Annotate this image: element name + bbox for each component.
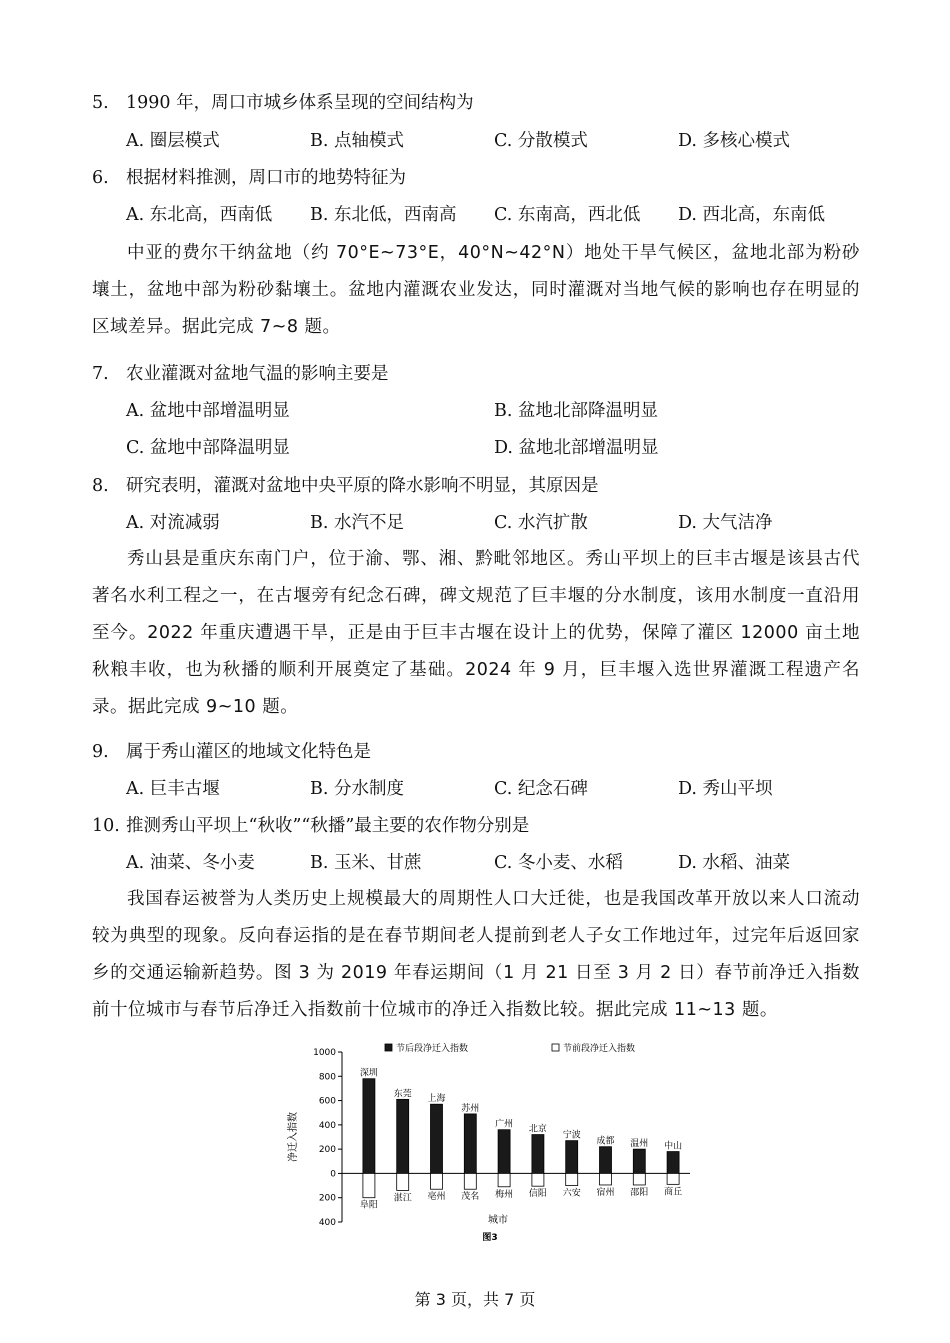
option-d: D. 大气洁净 bbox=[678, 513, 773, 533]
bar-label-after: 北京 bbox=[528, 1124, 547, 1135]
bar-before bbox=[363, 1173, 375, 1197]
bar-label-before: 亳州 bbox=[427, 1192, 446, 1203]
bar-before bbox=[566, 1173, 578, 1185]
option-a: A. 油菜、冬小麦 bbox=[126, 853, 255, 873]
question-number: 7. bbox=[92, 364, 109, 384]
bar-after bbox=[431, 1104, 443, 1173]
option-d: D. 西北高，东南低 bbox=[678, 205, 826, 225]
bar-after bbox=[363, 1079, 375, 1174]
question-stem: 农业灌溉对盆地气温的影响主要是 bbox=[126, 364, 389, 384]
bar-after bbox=[600, 1147, 612, 1174]
option-c: C. 冬小麦、水稻 bbox=[494, 853, 623, 873]
bar-before bbox=[600, 1173, 612, 1185]
bar-label-after: 中山 bbox=[664, 1141, 683, 1152]
question-stem: 1990 年，周口市城乡体系呈现的空间结构为 bbox=[126, 93, 474, 113]
option-a: A. 巨丰古堰 bbox=[126, 779, 220, 799]
bar-after bbox=[464, 1114, 476, 1174]
bar-before bbox=[532, 1173, 544, 1186]
legend-swatch-after bbox=[385, 1044, 392, 1051]
bar-after bbox=[566, 1141, 578, 1174]
option-b: B. 盆地北部降温明显 bbox=[494, 401, 658, 421]
passage-xiushan: 秀山县是重庆东南门户，位于渝、鄂、湘、黔毗邻地区。秀山平坝上的巨丰古堰是该县古代著名水利工程之一，在古堰旁有纪念石碑，碑文规范了巨丰堰的分水制度，该用水制度一直沿用至今。2022 年重庆遭遇干旱，正是由于巨丰古堰在设计上的优势，保障了灌区 12000 亩土地秋粮丰收，也为秋播的顺利开展奠定了基础。2024 年 9 月，巨丰堰入选世界灌溉工程遗产名录。据此完成 9~10 题。 bbox=[92, 549, 860, 717]
question-number: 5. bbox=[92, 93, 109, 113]
bar-after bbox=[667, 1152, 679, 1174]
bar-before bbox=[498, 1173, 510, 1186]
bar-label-before: 阜阳 bbox=[359, 1200, 378, 1211]
y-tick-label: 800 bbox=[318, 1072, 336, 1083]
bar-label-before: 宿州 bbox=[596, 1187, 615, 1198]
option-b: B. 玉米、甘蔗 bbox=[310, 853, 422, 873]
bar-after bbox=[498, 1130, 510, 1174]
legend-label-after: 节后段净迁入指数 bbox=[396, 1044, 469, 1054]
option-a: A. 圈层模式 bbox=[126, 131, 220, 151]
bar-label-before: 六安 bbox=[562, 1188, 581, 1199]
bar-before bbox=[397, 1173, 409, 1190]
bar-before bbox=[667, 1173, 679, 1184]
y-tick-label: 400 bbox=[318, 1120, 336, 1131]
y-tick-label: 0 bbox=[330, 1169, 336, 1180]
question-10 bbox=[92, 815, 529, 837]
bar-label-before: 湛江 bbox=[393, 1193, 412, 1204]
migration-index-chart bbox=[290, 1040, 710, 1245]
question-number: 10. bbox=[92, 816, 120, 836]
question-number: 8. bbox=[92, 476, 109, 496]
bar-label-after: 苏州 bbox=[461, 1103, 480, 1114]
option-c: C. 东南高，西北低 bbox=[494, 205, 641, 225]
bar-label-before: 梅州 bbox=[495, 1189, 514, 1200]
y-tick-label: 400 bbox=[318, 1218, 336, 1228]
question-stem: 研究表明，灌溉对盆地中央平原的降水影响不明显，其原因是 bbox=[126, 476, 599, 496]
bar-label-before: 商丘 bbox=[664, 1187, 683, 1198]
bar-label-before: 茂名 bbox=[461, 1192, 480, 1203]
y-tick-label: 600 bbox=[318, 1096, 336, 1107]
option-b: B. 水汽不足 bbox=[310, 513, 404, 533]
passage-ferghana: 中亚的费尔干纳盆地（约 70°E~73°E，40°N~42°N）地处干旱气候区，盆地北部为粉砂壤土，盆地中部为粉砂黏壤土。盆地内灌溉农业发达，同时灌溉对当地气候的影响也存在明显的区域差异。据此完成 7~8 题。 bbox=[92, 243, 860, 337]
y-axis-label: 净迁入指数 bbox=[288, 1112, 299, 1162]
option-a: A. 对流减弱 bbox=[126, 513, 220, 533]
option-a: A. 盆地中部增温明显 bbox=[126, 401, 290, 421]
option-c: C. 分散模式 bbox=[494, 131, 588, 151]
passage-spring-migration: 我国春运被誉为人类历史上规模最大的周期性人口大迁徙，也是我国改革开放以来人口流动较为典型的现象。反向春运指的是在春节期间老人提前到老人子女工作地过年，过完年后返回家乡的交通运输新趋势。图 3 为 2019 年春运期间（1 月 21 日至 3 月 2 日）春节前净迁入指数前十位城市与春节后净迁入指数前十位城市的净迁入指数比较。据此完成 11~13 题。 bbox=[92, 889, 860, 1020]
bar-after bbox=[633, 1149, 645, 1173]
bar-label-after: 东莞 bbox=[393, 1089, 412, 1100]
question-6 bbox=[92, 167, 406, 189]
legend-swatch-before bbox=[552, 1044, 559, 1051]
bar-before bbox=[464, 1173, 476, 1189]
question-7 bbox=[92, 363, 389, 385]
bar-label-after: 广州 bbox=[495, 1119, 514, 1130]
x-axis-label: 城市 bbox=[488, 1215, 508, 1226]
option-b: B. 分水制度 bbox=[310, 779, 404, 799]
bar-after bbox=[532, 1135, 544, 1174]
bar-after bbox=[397, 1099, 409, 1173]
question-stem: 属于秀山灌区的地域文化特色是 bbox=[126, 742, 371, 762]
option-d: D. 水稻、油菜 bbox=[678, 853, 791, 873]
y-tick-label: 200 bbox=[318, 1145, 336, 1156]
option-c: C. 水汽扩散 bbox=[494, 513, 588, 533]
question-number: 9. bbox=[92, 742, 109, 762]
bar-label-after: 深圳 bbox=[359, 1068, 378, 1079]
question-stem: 根据材料推测，周口市的地势特征为 bbox=[126, 168, 406, 188]
bar-label-after: 成都 bbox=[596, 1136, 615, 1147]
option-b: B. 点轴模式 bbox=[310, 131, 404, 151]
question-9 bbox=[92, 741, 371, 763]
bar-before bbox=[431, 1173, 443, 1189]
bar-label-after: 上海 bbox=[427, 1094, 446, 1105]
question-8 bbox=[92, 475, 599, 497]
figure-caption: 图3 bbox=[482, 1233, 498, 1243]
option-c: C. 盆地中部降温明显 bbox=[126, 438, 290, 458]
y-tick-label: 1000 bbox=[313, 1048, 336, 1058]
bar-label-before: 信阳 bbox=[528, 1189, 547, 1200]
option-a: A. 东北高，西南低 bbox=[126, 205, 273, 225]
option-d: D. 盆地北部增温明显 bbox=[494, 438, 659, 458]
legend-label-before: 节前段净迁入指数 bbox=[563, 1044, 636, 1054]
bar-label-after: 宁波 bbox=[562, 1130, 581, 1141]
question-5 bbox=[92, 92, 474, 114]
option-d: D. 多核心模式 bbox=[678, 131, 791, 151]
question-stem: 推测秀山平坝上“秋收”“秋播”最主要的农作物分别是 bbox=[126, 816, 530, 836]
bar-before bbox=[633, 1173, 645, 1185]
option-b: B. 东北低，西南高 bbox=[310, 205, 457, 225]
bar-label-before: 邵阳 bbox=[630, 1187, 649, 1198]
option-d: D. 秀山平坝 bbox=[678, 779, 773, 799]
page-footer: 第 3 页，共 7 页 bbox=[414, 1290, 536, 1309]
y-tick-label: 200 bbox=[318, 1193, 336, 1204]
option-c: C. 纪念石碑 bbox=[494, 779, 588, 799]
bar-label-after: 温州 bbox=[630, 1139, 649, 1150]
question-number: 6. bbox=[92, 168, 109, 188]
